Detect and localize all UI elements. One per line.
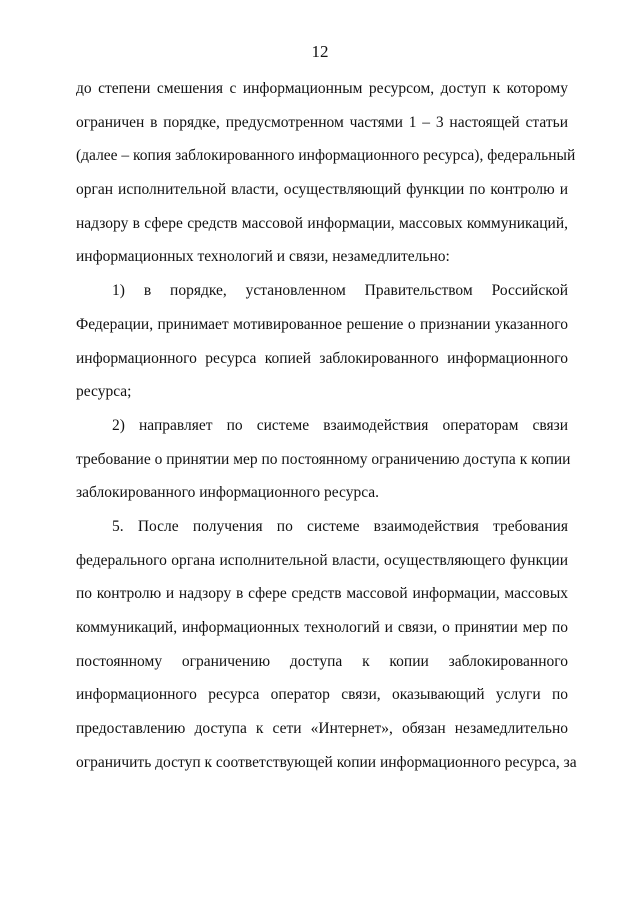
text-line: (далее – копия заблокированного информационного ресурса), федеральный [76,147,576,165]
text-line: до степени смешения с информационным ресурсом, доступ к которому [76,80,568,97]
text-line: требование о принятии мер по постоянному ограничению доступа к копии [76,450,571,468]
text-line: информационного ресурса оператор связи, оказывающий услуги по [76,686,568,704]
text-line: федерального органа исполнительной власти, осуществляющего функции [76,551,568,569]
list-item-1-line: 1) в порядке, установленном Правительством Российской [112,282,568,300]
text-line: ограничен в порядке, предусмотренном частями 1 – 3 настоящей статьи [76,113,568,131]
text-line: ограничить доступ к соответствующей копии информационного ресурса, за [76,753,577,771]
document-body [76,72,577,779]
text-line: надзору в сфере средств массовой информации, массовых коммуникаций, [76,214,568,232]
paragraph-5-line: 5. После получения по системе взаимодействия требования [112,517,568,535]
list-item-2-line: 2) направляет по системе взаимодействия операторам связи [112,416,568,434]
text-line: информационного ресурса копией заблокированного информационного [76,349,568,367]
text-line: орган исполнительной власти, осуществляющий функции по контролю и [76,181,568,199]
text-line: постоянному ограничению доступа к копии заблокированного [76,652,568,670]
text-line: предоставлению доступа к сети «Интернет», обязан незамедлительно [76,720,568,738]
text-line: заблокированного информационного ресурса. [76,484,380,502]
text-line: по контролю и надзору в сфере средств массовой информации, массовых [76,585,568,603]
text-line: Федерации, принимает мотивированное решение о признании указанного [76,315,568,333]
text-line: информационных технологий и связи, незамедлительно: [76,248,450,266]
text-line: коммуникаций, информационных технологий и связи, о принятии мер по [76,619,568,636]
text-line: ресурса; [76,383,132,401]
page-number: 12 [311,42,329,61]
